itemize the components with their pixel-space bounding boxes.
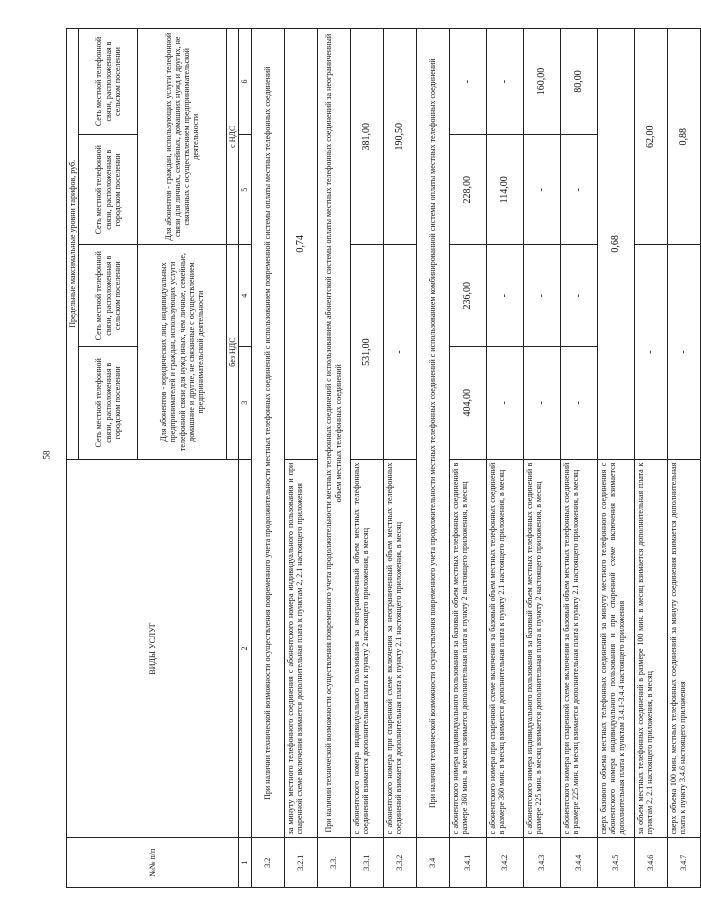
table-row-3-4-5 — [597, 29, 634, 888]
row-num: 3.4.4 — [560, 838, 597, 888]
value-citizens: 381,00 — [350, 29, 383, 246]
col-number-3: 3 — [239, 346, 251, 459]
row-text: с абонентского номера при спаренной схеме включения за неограниченный объем местных телефонных соединений взимается дополнительная плата к пункту 2.1 настоящего приложения, в месяц — [383, 459, 416, 838]
header-subscribers-legal: Для абонентов - юридических лиц, индивидуальных предпринимателей и граждан, использующих услуги телефонной связи для нужд иных, чем личные, семейные, домашние и другие, не связанные с осуществлением предпринимательской деятельности — [138, 245, 227, 459]
table-row-3-3-1 — [350, 29, 383, 888]
section-row-3-3 — [317, 29, 350, 888]
value-legal: - — [634, 245, 667, 459]
page-number: 58 — [41, 450, 52, 460]
row-num: 3.2 — [251, 838, 284, 888]
col-number-4: 4 — [239, 245, 251, 346]
row-text: с абонентского номера индивидуального пользования за неограниченный объем местных телефонных соединений взимается дополнительная плата к пункту 2 настоящего приложения, в месяц — [350, 459, 383, 838]
row-text: за минуту местного телефонного соединения с абонентского номера индивидуального пользования и при спаренной схеме включения взимается дополнительная плата к пунктам 2, 2.1 настоящего приложения — [284, 459, 317, 838]
header-prices-title: Предельные максимальные уровни тарифов, руб. — [67, 29, 79, 460]
value-col-3: - — [523, 346, 560, 459]
table-row-3-4-1 — [449, 29, 486, 888]
row-text: с абонентского номера индивидуального пользования за базовый объем местных телефонных соединений в размере 360 мин. в месяц взимается дополнительная плата к пункту 2 настоящего приложения, в месяц — [449, 459, 486, 838]
value-col-6: 80,00 — [560, 29, 597, 135]
row-text: за объем местных телефонных соединений в размере 100 мин. в месяц взимается дополнительная плата к пунктам 2, 2.1 настоящего приложения, в месяц — [634, 459, 667, 838]
value-col-5: - — [560, 135, 597, 245]
value-col-3: - — [486, 346, 523, 459]
value-all: 0,68 — [597, 29, 634, 460]
row-num: 3.3. — [317, 838, 350, 888]
table-row-3-4-4 — [560, 29, 597, 888]
value-col-4: 236,00 — [449, 245, 486, 346]
row-num: 3.4.3 — [523, 838, 560, 888]
value-col-5: - — [523, 135, 560, 245]
header-col-urban-citizens: Сеть местной телефонной связи, расположенная в городском поселении — [79, 135, 138, 245]
row-num: 3.4.7 — [667, 838, 700, 888]
header-col-rural-legal: Сеть местной телефонной связи, расположенная в сельском поселении — [79, 245, 138, 346]
row-text: с абонентского номера при спаренной схеме включения за базовый объем местных телефонных соединений в размере 360 мин. в месяц взимается дополнительная плата к пункту 2.1 настоящего приложения, в месяц — [486, 459, 523, 838]
table-row-3-3-2 — [383, 29, 416, 888]
col-number-2: 2 — [239, 459, 251, 838]
value-col-6: - — [449, 29, 486, 135]
section-row-3-4 — [416, 29, 449, 888]
col-number-6: 6 — [239, 29, 251, 135]
row-text: с абонентского номера индивидуального пользования за базовый объем местных телефонных соединений в размере 225 мин. в месяц взимается дополнительная плата к пункту 2 настоящего приложения, в месяц — [523, 459, 560, 838]
row-text: сверх объема 100 мин. местных телефонных соединений за минуту соединения взимается дополнительная плата к пункту 3.4.6 настоящего приложения — [667, 459, 700, 838]
value-col-5: 228,00 — [449, 135, 486, 245]
header-vat-no: без НДС — [227, 245, 239, 459]
table-row-3-4-2 — [486, 29, 523, 888]
header-num: №№ п/п — [67, 838, 239, 888]
row-num: 3.2.1 — [284, 838, 317, 888]
value-col-4: - — [523, 245, 560, 346]
row-text: с абонентского номера при спаренной схеме включения за базовый объем местных телефонных соединений в размере 225 мин. в месяц взимается дополнительная плата к пункту 2.1 настоящего приложения, в месяц — [560, 459, 597, 838]
table-row-3-4-6 — [634, 29, 667, 888]
value-col-6: 160,00 — [523, 29, 560, 135]
value-col-4: - — [560, 245, 597, 346]
rotated-page — [66, 28, 689, 888]
header-col-urban-legal: Сеть местной телефонной связи, расположенная в городском поселении — [79, 346, 138, 459]
section-title: При наличии технической возможности осуществления повременного учета продолжительности местных телефонных соединений с использованием абонентской системы оплаты местных телефонных соединений за неограниченный объем местных телефонных соединений — [317, 29, 350, 838]
col-number-5: 5 — [239, 135, 251, 245]
row-num: 3.4.6 — [634, 838, 667, 888]
row-num: 3.4.5 — [597, 838, 634, 888]
col-number-1: 1 — [239, 838, 251, 888]
section-row-3-2 — [251, 29, 284, 888]
section-title: При наличии технической возможности осуществления повременного учета продолжительности местных телефонных соединений с использованием повременной системы оплаты местных телефонных соединений — [251, 29, 284, 838]
row-num: 3.4.2 — [486, 838, 523, 888]
section-title: При наличии технической возможности осуществления повременного учета продолжительности местных телефонных соединений с использованием комбинированной системы оплаты местных телефонных соединений — [416, 29, 449, 838]
value-col-6: - — [486, 29, 523, 135]
value-citizens: 62,00 — [634, 29, 667, 246]
table-row-3-4-3 — [523, 29, 560, 888]
tariff-table — [66, 28, 701, 888]
value-col-5: 114,00 — [486, 135, 523, 245]
value-citizens: 0,88 — [667, 29, 700, 246]
row-text: сверх базового объема местных телефонных соединений за минуту местного телефонного соединения с абонентского номера индивидуального пользования и при спаренной схеме включения взимается дополнительная плата к пунктам 3.4.1-3.4.4 настоящего приложения — [597, 459, 634, 838]
value-col-3: - — [560, 346, 597, 459]
value-legal: - — [383, 245, 416, 459]
row-num: 3.3.1 — [350, 838, 383, 888]
table-row-3-4-7 — [667, 29, 700, 888]
table-row-3-2-1 — [284, 29, 317, 888]
header-vat-yes: с НДС — [227, 29, 239, 246]
value-all: 0,74 — [284, 29, 317, 460]
header-service: ВИДЫ УСЛУГ — [67, 459, 239, 838]
row-num: 3.3.2 — [383, 838, 416, 888]
header-col-rural-citizens: Сеть местной телефонной связи, расположенная в сельском поселении — [79, 29, 138, 135]
header-subscribers-citizens: Для абонентов - граждан, использующих услуги телефонной связи для личных, семейных, домашних нужд и других, не связанных с осуществлением предпринимательской деятельности — [138, 29, 227, 246]
value-legal: 531,00 — [350, 245, 383, 459]
value-col-3: 404,00 — [449, 346, 486, 459]
value-citizens: 190,50 — [383, 29, 416, 246]
row-num: 3.4.1 — [449, 838, 486, 888]
row-num: 3.4 — [416, 838, 449, 888]
value-legal: - — [667, 245, 700, 459]
value-col-4: - — [486, 245, 523, 346]
